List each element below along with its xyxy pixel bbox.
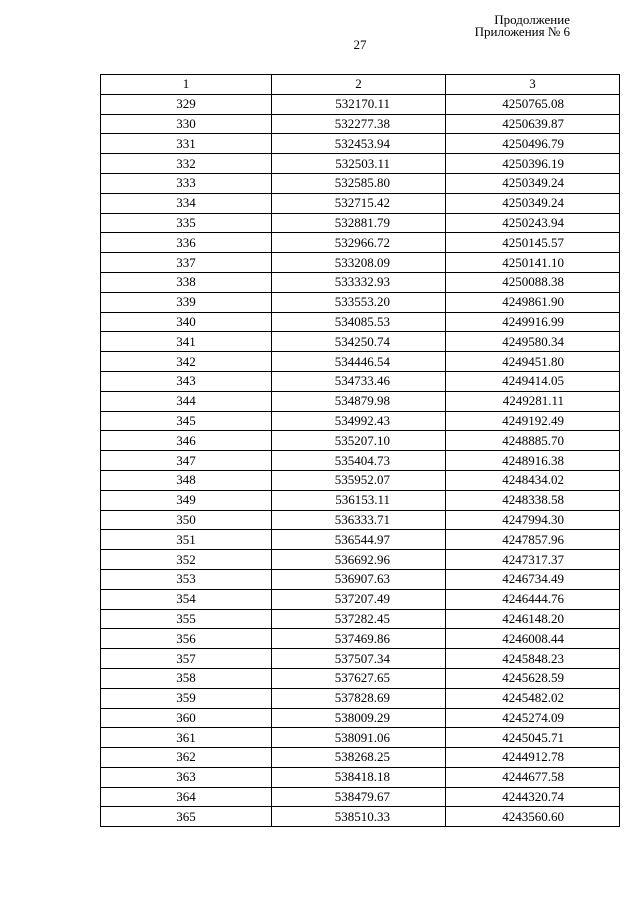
table-row <box>101 629 620 649</box>
y-coordinate-cell: 4249580.34 <box>446 332 620 352</box>
y-coordinate-cell: 4246734.49 <box>446 569 620 589</box>
table-row <box>101 371 620 391</box>
y-coordinate-cell: 4250145.57 <box>446 233 620 253</box>
y-coordinate-cell: 4246444.76 <box>446 589 620 609</box>
x-coordinate-cell: 536153.11 <box>272 490 446 510</box>
y-coordinate-cell: 4250141.10 <box>446 253 620 273</box>
x-coordinate-cell: 532881.79 <box>272 213 446 233</box>
y-coordinate-cell: 4245482.02 <box>446 688 620 708</box>
y-coordinate-cell: 4249916.99 <box>446 312 620 332</box>
point-number-cell: 359 <box>101 688 272 708</box>
y-coordinate-cell: 4244677.58 <box>446 767 620 787</box>
y-coordinate-cell: 4248434.02 <box>446 470 620 490</box>
y-coordinate-cell: 4248916.38 <box>446 451 620 471</box>
y-coordinate-cell: 4250243.94 <box>446 213 620 233</box>
coordinates-table <box>100 74 620 827</box>
x-coordinate-cell: 533553.20 <box>272 292 446 312</box>
y-coordinate-cell: 4249281.11 <box>446 391 620 411</box>
point-number-cell: 338 <box>101 272 272 292</box>
point-number-cell: 353 <box>101 569 272 589</box>
x-coordinate-cell: 538479.67 <box>272 787 446 807</box>
continuation-note <box>475 14 570 38</box>
x-coordinate-cell: 537828.69 <box>272 688 446 708</box>
point-number-cell: 365 <box>101 807 272 827</box>
point-number-cell: 330 <box>101 114 272 134</box>
point-number-cell: 350 <box>101 510 272 530</box>
point-number-cell: 343 <box>101 371 272 391</box>
y-coordinate-cell: 4246008.44 <box>446 629 620 649</box>
point-number-cell: 339 <box>101 292 272 312</box>
table-row <box>101 569 620 589</box>
y-coordinate-cell: 4245274.09 <box>446 708 620 728</box>
y-coordinate-cell: 4245848.23 <box>446 649 620 669</box>
table-row <box>101 352 620 372</box>
column-header-1: 1 <box>101 75 272 95</box>
y-coordinate-cell: 4250396.19 <box>446 154 620 174</box>
x-coordinate-cell: 534250.74 <box>272 332 446 352</box>
y-coordinate-cell: 4247857.96 <box>446 530 620 550</box>
x-coordinate-cell: 534085.53 <box>272 312 446 332</box>
table-row <box>101 292 620 312</box>
table-body <box>101 94 620 826</box>
x-coordinate-cell: 534733.46 <box>272 371 446 391</box>
point-number-cell: 355 <box>101 609 272 629</box>
x-coordinate-cell: 532170.11 <box>272 94 446 114</box>
x-coordinate-cell: 538510.33 <box>272 807 446 827</box>
x-coordinate-cell: 534992.43 <box>272 411 446 431</box>
table-row <box>101 431 620 451</box>
x-coordinate-cell: 536544.97 <box>272 530 446 550</box>
point-number-cell: 358 <box>101 668 272 688</box>
x-coordinate-cell: 533208.09 <box>272 253 446 273</box>
table-row <box>101 114 620 134</box>
table-row <box>101 272 620 292</box>
x-coordinate-cell: 535404.73 <box>272 451 446 471</box>
y-coordinate-cell: 4247317.37 <box>446 550 620 570</box>
x-coordinate-cell: 534446.54 <box>272 352 446 372</box>
table-row <box>101 708 620 728</box>
point-number-cell: 342 <box>101 352 272 372</box>
point-number-cell: 348 <box>101 470 272 490</box>
table-row <box>101 470 620 490</box>
y-coordinate-cell: 4248885.70 <box>446 431 620 451</box>
x-coordinate-cell: 538268.25 <box>272 748 446 768</box>
y-coordinate-cell: 4246148.20 <box>446 609 620 629</box>
table-row <box>101 94 620 114</box>
point-number-cell: 345 <box>101 411 272 431</box>
point-number-cell: 334 <box>101 193 272 213</box>
point-number-cell: 336 <box>101 233 272 253</box>
y-coordinate-cell: 4250349.24 <box>446 193 620 213</box>
page-number: 27 <box>353 37 367 52</box>
x-coordinate-cell: 532453.94 <box>272 134 446 154</box>
x-coordinate-cell: 532503.11 <box>272 154 446 174</box>
point-number-cell: 351 <box>101 530 272 550</box>
x-coordinate-cell: 535952.07 <box>272 470 446 490</box>
x-coordinate-cell: 535207.10 <box>272 431 446 451</box>
point-number-cell: 356 <box>101 629 272 649</box>
table-row <box>101 609 620 629</box>
table-row <box>101 530 620 550</box>
y-coordinate-cell: 4243560.60 <box>446 807 620 827</box>
point-number-cell: 329 <box>101 94 272 114</box>
x-coordinate-cell: 532715.42 <box>272 193 446 213</box>
table-row <box>101 154 620 174</box>
x-coordinate-cell: 536907.63 <box>272 569 446 589</box>
y-coordinate-cell: 4250088.38 <box>446 272 620 292</box>
table-row <box>101 391 620 411</box>
column-header-3: 3 <box>446 75 620 95</box>
table-row <box>101 767 620 787</box>
table-row <box>101 649 620 669</box>
x-coordinate-cell: 532585.80 <box>272 173 446 193</box>
y-coordinate-cell: 4247994.30 <box>446 510 620 530</box>
point-number-cell: 357 <box>101 649 272 669</box>
point-number-cell: 341 <box>101 332 272 352</box>
point-number-cell: 333 <box>101 173 272 193</box>
point-number-cell: 340 <box>101 312 272 332</box>
x-coordinate-cell: 537469.86 <box>272 629 446 649</box>
continuation-line-2: Приложения № 6 <box>474 24 570 39</box>
y-coordinate-cell: 4249451.80 <box>446 352 620 372</box>
table-row <box>101 332 620 352</box>
x-coordinate-cell: 533332.93 <box>272 272 446 292</box>
table-row <box>101 490 620 510</box>
x-coordinate-cell: 538009.29 <box>272 708 446 728</box>
table-row <box>101 233 620 253</box>
table-row <box>101 668 620 688</box>
table-row <box>101 550 620 570</box>
y-coordinate-cell: 4249192.49 <box>446 411 620 431</box>
x-coordinate-cell: 538418.18 <box>272 767 446 787</box>
x-coordinate-cell: 532277.38 <box>272 114 446 134</box>
point-number-cell: 347 <box>101 451 272 471</box>
x-coordinate-cell: 536333.71 <box>272 510 446 530</box>
continuation-line-1: Продолжение <box>494 12 570 27</box>
table-row <box>101 728 620 748</box>
x-coordinate-cell: 537627.65 <box>272 668 446 688</box>
table-row <box>101 510 620 530</box>
point-number-cell: 352 <box>101 550 272 570</box>
table-row <box>101 312 620 332</box>
table-header-row <box>101 75 620 95</box>
point-number-cell: 362 <box>101 748 272 768</box>
point-number-cell: 337 <box>101 253 272 273</box>
x-coordinate-cell: 537207.49 <box>272 589 446 609</box>
y-coordinate-cell: 4250765.08 <box>446 94 620 114</box>
y-coordinate-cell: 4250496.79 <box>446 134 620 154</box>
point-number-cell: 361 <box>101 728 272 748</box>
point-number-cell: 364 <box>101 787 272 807</box>
table-row <box>101 787 620 807</box>
table-row <box>101 134 620 154</box>
table-row <box>101 589 620 609</box>
point-number-cell: 346 <box>101 431 272 451</box>
x-coordinate-cell: 538091.06 <box>272 728 446 748</box>
table-row <box>101 213 620 233</box>
x-coordinate-cell: 532966.72 <box>272 233 446 253</box>
table-row <box>101 451 620 471</box>
point-number-cell: 349 <box>101 490 272 510</box>
y-coordinate-cell: 4249861.90 <box>446 292 620 312</box>
point-number-cell: 360 <box>101 708 272 728</box>
table-row <box>101 688 620 708</box>
point-number-cell: 331 <box>101 134 272 154</box>
point-number-cell: 344 <box>101 391 272 411</box>
point-number-cell: 354 <box>101 589 272 609</box>
point-number-cell: 335 <box>101 213 272 233</box>
x-coordinate-cell: 536692.96 <box>272 550 446 570</box>
table-row <box>101 807 620 827</box>
table-row <box>101 748 620 768</box>
y-coordinate-cell: 4248338.58 <box>446 490 620 510</box>
table-row <box>101 193 620 213</box>
y-coordinate-cell: 4244912.78 <box>446 748 620 768</box>
y-coordinate-cell: 4245045.71 <box>446 728 620 748</box>
column-header-2: 2 <box>272 75 446 95</box>
x-coordinate-cell: 537282.45 <box>272 609 446 629</box>
y-coordinate-cell: 4245628.59 <box>446 668 620 688</box>
y-coordinate-cell: 4250349.24 <box>446 173 620 193</box>
y-coordinate-cell: 4244320.74 <box>446 787 620 807</box>
table-row <box>101 173 620 193</box>
x-coordinate-cell: 537507.34 <box>272 649 446 669</box>
point-number-cell: 332 <box>101 154 272 174</box>
y-coordinate-cell: 4250639.87 <box>446 114 620 134</box>
table-row <box>101 411 620 431</box>
table-row <box>101 253 620 273</box>
x-coordinate-cell: 534879.98 <box>272 391 446 411</box>
y-coordinate-cell: 4249414.05 <box>446 371 620 391</box>
point-number-cell: 363 <box>101 767 272 787</box>
